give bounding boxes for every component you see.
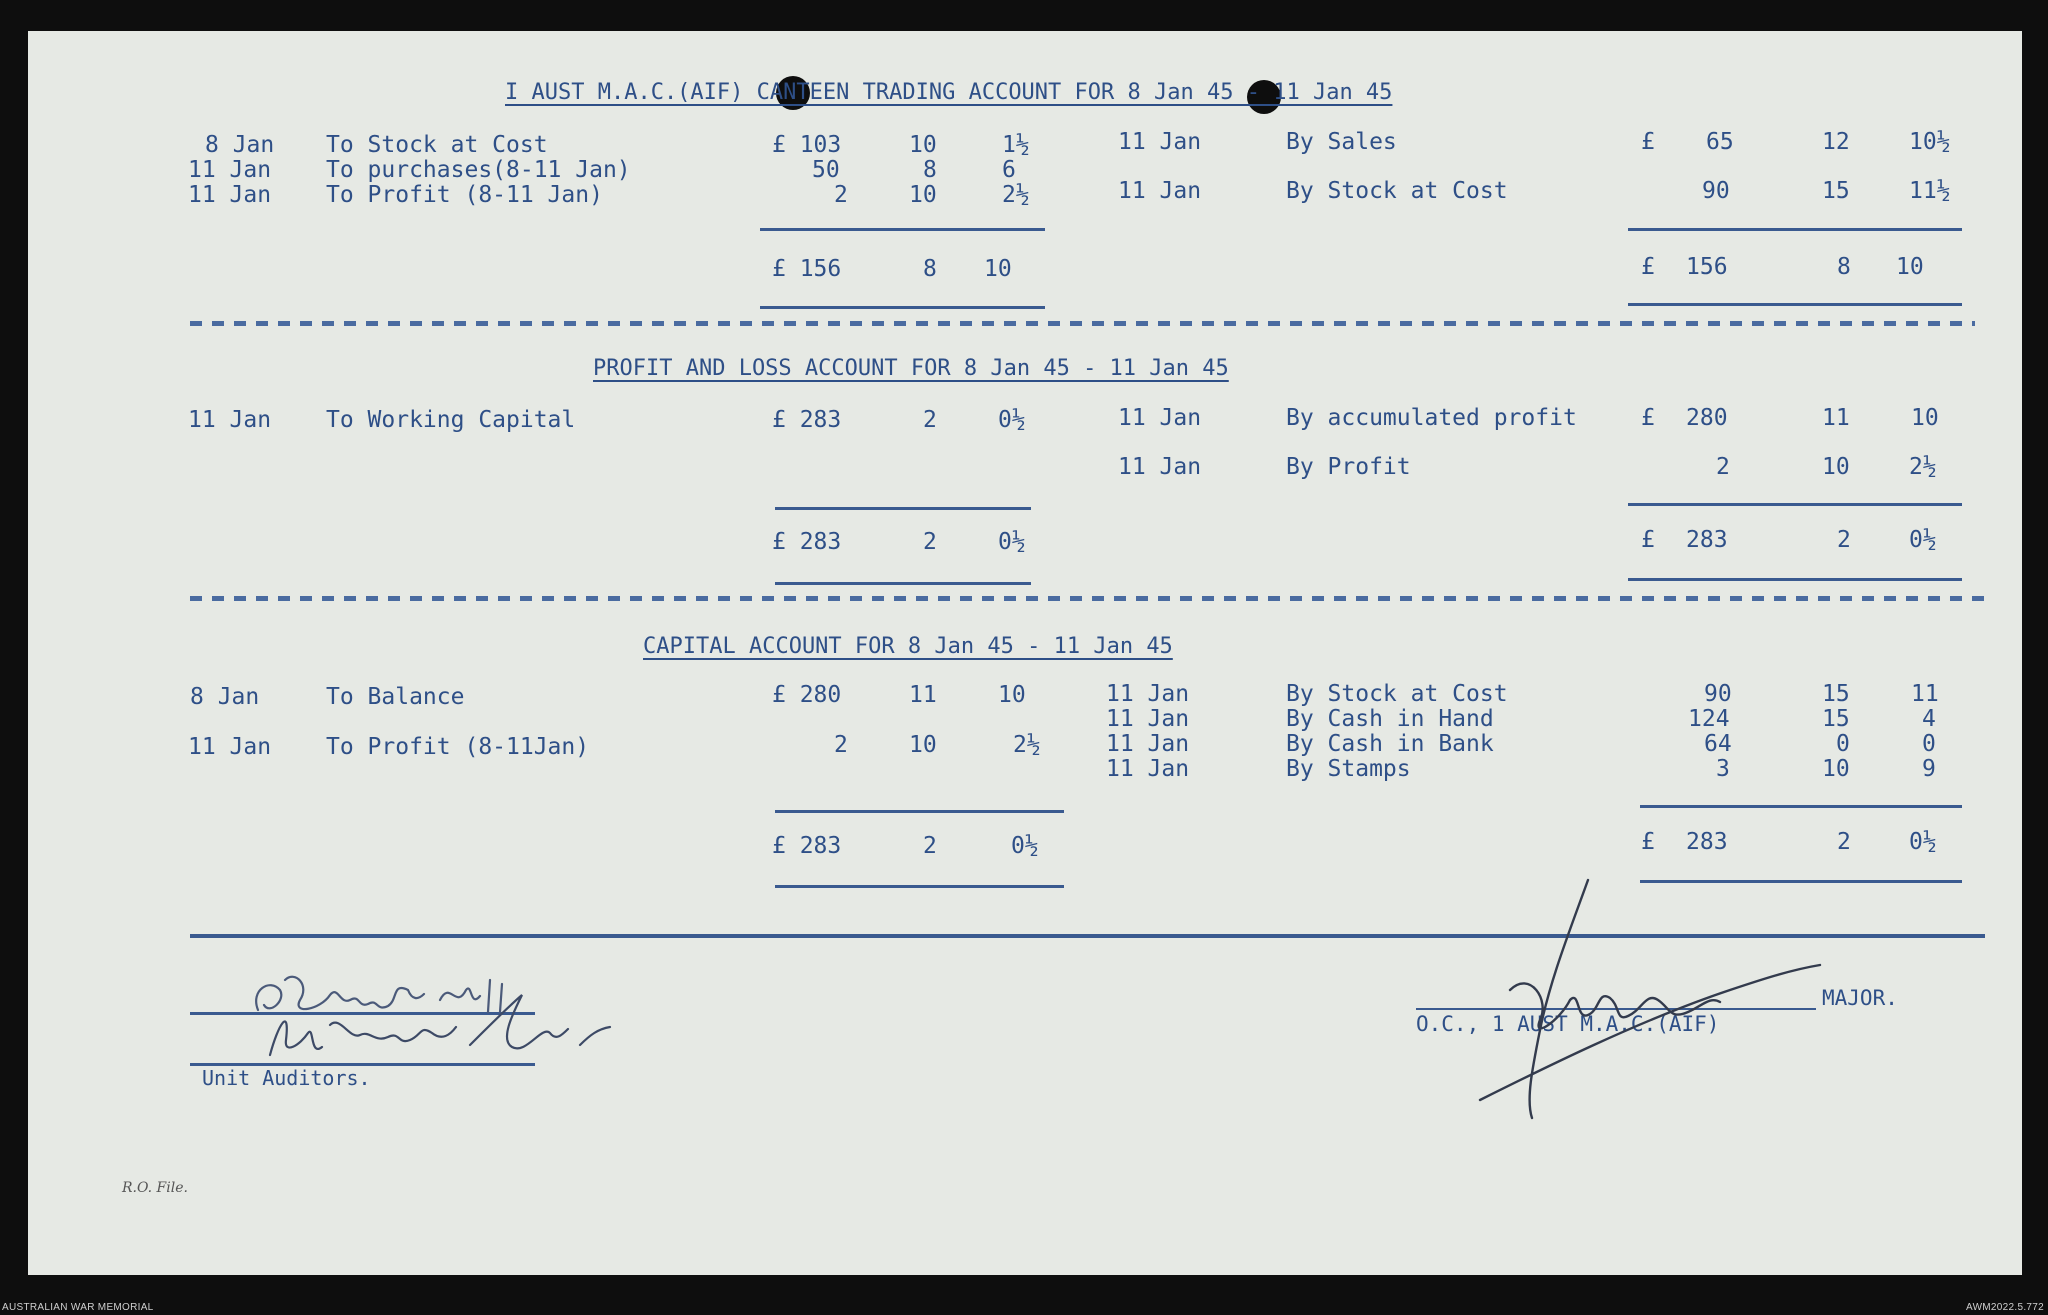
pnl-account-title: PROFIT AND LOSS ACCOUNT FOR 8 Jan 45 - 11 Jan 45 <box>593 356 1229 381</box>
rule <box>1628 228 1962 231</box>
oc-label: O.C., 1 AUST M.A.C.(AIF) <box>1416 1012 1720 1036</box>
auditor-signature-2 <box>250 985 640 1070</box>
pencil-file-note: R.O. File. <box>122 1180 188 1196</box>
major-label: MAJOR. <box>1822 986 1898 1010</box>
archive-caption-right: AWM2022.5.772 <box>1965 1302 2044 1313</box>
rule <box>775 582 1031 585</box>
rule <box>760 228 1045 231</box>
rule <box>775 885 1064 888</box>
rule <box>775 810 1064 813</box>
rule <box>1628 578 1962 581</box>
rule <box>775 507 1031 510</box>
rule <box>1628 303 1962 306</box>
archive-caption-left: AUSTRALIAN WAR MEMORIAL <box>2 1302 154 1313</box>
rule <box>1628 503 1962 506</box>
capital-account-title: CAPITAL ACCOUNT FOR 8 Jan 45 - 11 Jan 45 <box>643 634 1173 659</box>
section-divider <box>190 596 1990 601</box>
oc-signature <box>1420 870 1850 1130</box>
trading-account-title: I AUST M.A.C.(AIF) CANTEEN TRADING ACCOUNT FOR 8 Jan 45 - 11 Jan 45 <box>505 80 1393 105</box>
section-divider <box>190 321 1975 326</box>
unit-auditors-label: Unit Auditors. <box>202 1066 371 1090</box>
rule <box>760 306 1045 309</box>
rule <box>1640 805 1962 808</box>
